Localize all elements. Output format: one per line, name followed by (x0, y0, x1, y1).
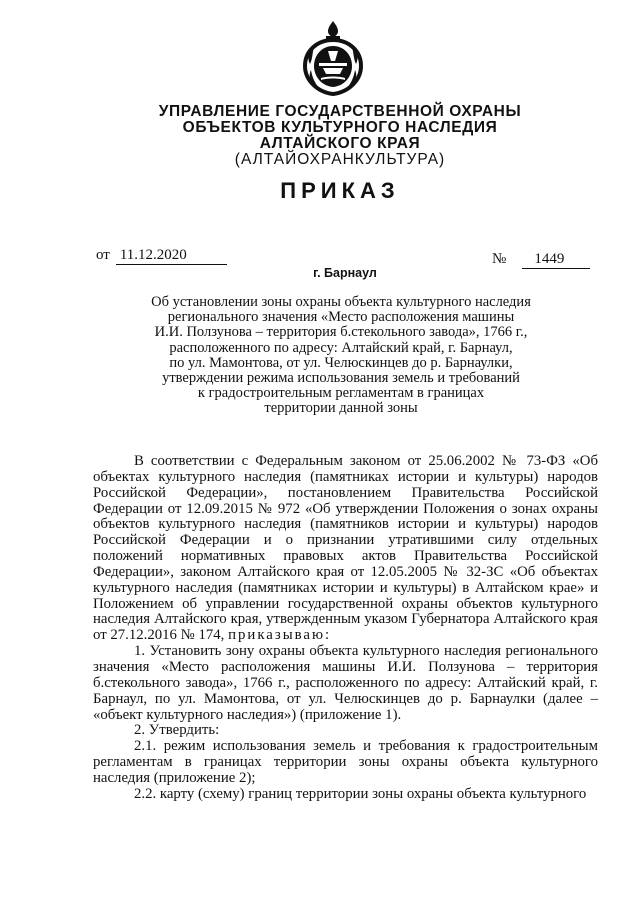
clause-2-2: 2.2. карту (схему) границ территории зоны охраны объекта культурного (134, 785, 587, 802)
document-type-title: ПРИКАЗ (280, 178, 400, 203)
subject-line: И.И. Ползунова – территория б.стекольного завода», 1766 г., (154, 324, 528, 341)
org-line-2: ОБЪЕКТОВ КУЛЬТУРНОГО НАСЛЕДИЯ (182, 119, 498, 136)
altai-coat-of-arms-icon (297, 18, 369, 96)
clause-2-1: 2.1. режим использования земель и требования к градостроительным регламентам в границах территории зоны охраны объекта культурного наследия (приложение 2); (93, 738, 598, 786)
organization-name (0, 104, 640, 168)
city: г. Барнаул (313, 266, 377, 280)
subject-line: по ул. Мамонтова, от ул. Челюскинцев до р. Барнаулки, (169, 354, 513, 371)
subject-line: регионального значения «Место расположения машины (167, 309, 515, 326)
subject-line: территории данной зоны (264, 400, 418, 417)
document-date: 11.12.2020 (116, 247, 227, 265)
subject-line: расположенного по адресу: Алтайский край, г. Барнаул, (169, 339, 513, 356)
preamble-text: В соответствии с Федеральным законом от 25.06.2002 № 73-ФЗ «Об объектах культурного наследия (памятниках истории и культуры) народов Российской Федерации», постановлением Правительства Российской Федерации от 12.09.2015 № 972 «Об утверждении Положения о зонах охраны объектов культурного наследия (памятников истории и культуры) народов Российской Федерации и о признании утратившими силу отдельных положений нормативных правовых актов Правительства Российской Федерации», законом Алтайского края от 12.05.2005 № 32-ЗС «Об объектах культурного наследия (памятниках истории и культуры) в Алтайском крае» и Положением об управлении государственной охраны объектов культурного наследия Алтайского края, утвержденным указом Губернатора Алтайского края от 27.12.2016 № 174, (93, 453, 598, 644)
date-line (96, 247, 227, 265)
date-prefix: от (96, 247, 110, 263)
clause-1: 1. Установить зону охраны объекта культурного наследия регионального значения «Место расположения машины И.И. Ползунова – территория б.стекольного завода», 1766 г., расположенного по адресу: Алтайский край, г. Барнаул, по ул. Мамонтова, от ул. Челюскинцев до р. Барнаулки (далее – «объект культурного наследия») (приложение 1). (93, 643, 598, 723)
subject-line: Об установлении зоны охраны объекта культурного наследия (151, 294, 531, 310)
number-prefix: № (492, 251, 507, 267)
order-subject (108, 295, 574, 417)
subject-line: к градостроительным регламентам в границах (197, 385, 485, 402)
order-word: приказываю: (228, 627, 332, 644)
org-line-1: УПРАВЛЕНИЕ ГОСУДАРСТВЕННОЙ ОХРАНЫ (158, 103, 522, 120)
subject-line: утверждении режима использования земель и требований (162, 370, 520, 387)
org-line-3: АЛТАЙСКОГО КРАЯ (259, 135, 421, 152)
document-number: 1449 (522, 251, 590, 269)
preamble-paragraph (93, 454, 598, 644)
clause-2: 2. Утвердить: (134, 722, 220, 739)
order-body (93, 454, 598, 803)
org-line-4: (АЛТАЙОХРАНКУЛЬТУРА) (234, 151, 446, 168)
